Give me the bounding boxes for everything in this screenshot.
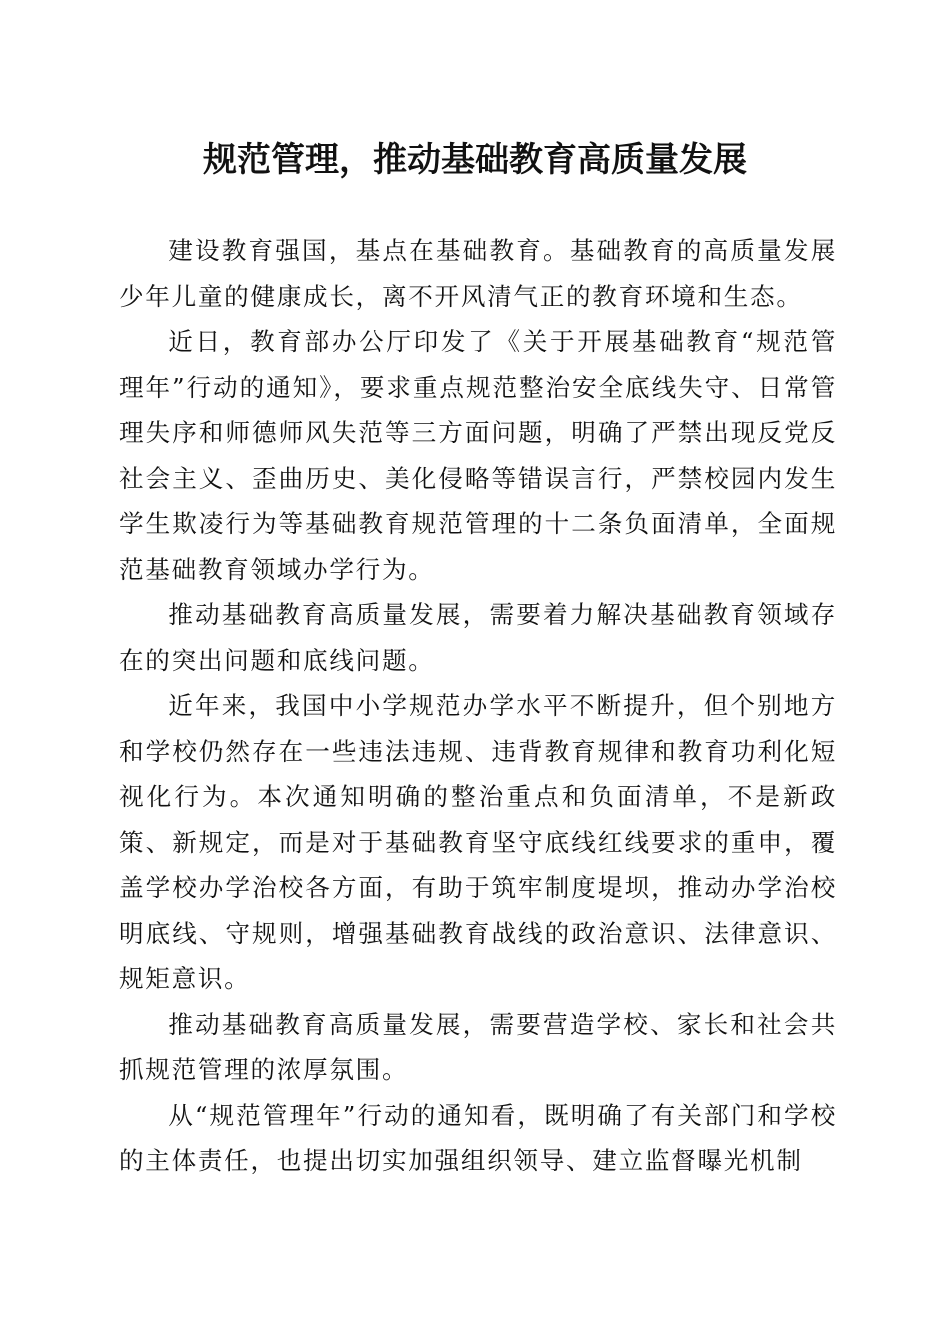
paragraph-5: 推动基础教育高质量发展，需要营造学校、家长和社会共抓规范管理的浓厚氛围。 [119,1009,837,1084]
document-body [119,228,837,1184]
paragraph-2: 近日，教育部办公厅印发了《关于开展基础教育“规范管理年”行动的通知》，要求重点规范整治安全底线失守、日常管理失序和师德师风失范等三方面问题，明确了严禁出现反党反社会主义、歪曲历史、美化侵略等错误言行，严禁校园内发生学生欺凌行为等基础教育规范管理的十二条负面清单，全面规范基础教育领域办学行为。 [119,327,837,584]
paragraph-4: 近年来，我国中小学规范办学水平不断提升，但个别地方和学校仍然存在一些违法违规、违背教育规律和教育功利化短视化行为。本次通知明确的整治重点和负面清单，不是新政策、新规定，而是对于基础教育坚守底线红线要求的重申，覆盖学校办学治校各方面，有助于筑牢制度堤坝，推动办学治校明底线、守规则，增强基础教育战线的政治意识、法律意识、规矩意识。 [119,691,837,993]
paragraph-3: 推动基础教育高质量发展，需要着力解决基础教育领域存在的突出问题和底线问题。 [119,600,837,675]
document-title: 规范管理，推动基础教育高质量发展 [203,140,747,180]
paragraph-1: 建设教育强国，基点在基础教育。基础教育的高质量发展少年儿童的健康成长，离不开风清气正的教育环境和生态。 [119,236,837,311]
paragraph-6: 从“规范管理年”行动的通知看，既明确了有关部门和学校的主体责任，也提出切实加强组织领导、建立监督曝光机制 [119,1100,837,1175]
